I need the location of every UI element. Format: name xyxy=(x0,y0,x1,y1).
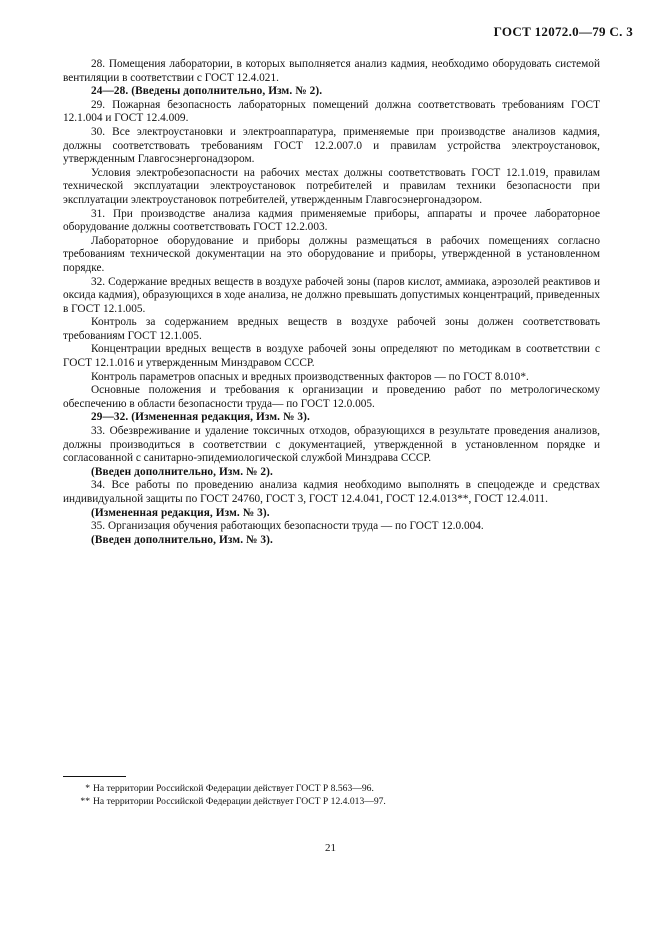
paragraph: Основные положения и требования к организации и проведению работ по метрологическому обеспечению в области безопасности труда— по ГОСТ 12.0.005. xyxy=(63,384,600,410)
footnote xyxy=(63,782,600,795)
paragraph: 28. Помещения лаборатории, в которых выполняется анализ кадмия, необходимо оборудовать системой вентиляции в соответствии с ГОСТ 12.4.021. xyxy=(63,58,600,84)
footnote-mark: ** xyxy=(80,796,90,807)
amendment-note: 29—32. (Измененная редакция, Изм. № 3). xyxy=(91,411,310,424)
paragraph: 33. Обезвреживание и удаление токсичных отходов, образующихся в результате проведения анализов, должны производиться в соответствии с документацией, утвержденной в установленном порядке и согласованной с санитарно-эпидемиологической службой Минздрава СССР. xyxy=(63,425,600,465)
footnote-text: На территории Российской Федерации действует ГОСТ Р 8.563—96. xyxy=(93,783,374,794)
footnote-divider xyxy=(63,776,126,777)
paragraph: 32. Содержание вредных веществ в воздухе рабочей зоны (паров кислот, аммиака, аэрозолей реактивов и оксида кадмия), образующихся в ходе анализа, не должно превышать допустимых концентраций, приведенных в ГОСТ 12.1.005. xyxy=(63,275,600,315)
paragraph: Лабораторное оборудование и приборы должны размещаться в рабочих помещениях согласно требованиям технической документации на это оборудование и приборы, утвержденной в установленном порядке. xyxy=(63,234,600,274)
footnote-mark: * xyxy=(85,783,90,794)
paragraph: 29. Пожарная безопасность лабораторных помещений должна соответствовать требованиям ГОСТ 12.1.004 и ГОСТ 12.4.009. xyxy=(63,98,600,125)
paragraph: Концентрации вредных веществ в воздухе рабочей зоны определяют по методикам в соответствии с ГОСТ 12.1.016 и утвержденным Минздравом СССР. xyxy=(63,343,600,370)
paragraph: 34. Все работы по проведению анализа кадмия необходимо выполнять в спецодежде и средствах индивидуальной защиты по ГОСТ 24760, ГОСТ 3, ГОСТ 12.4.041, ГОСТ 12.4.013**, ГОСТ 12.4.011. xyxy=(63,479,600,505)
amendment-note: 24—28. (Введены дополнительно, Изм. № 2). xyxy=(91,85,323,98)
footnote-text: На территории Российской Федерации действует ГОСТ Р 12.4.013—97. xyxy=(93,796,386,807)
footnotes xyxy=(63,782,600,808)
paragraph: 35. Организация обучения работающих безопасности труда — по ГОСТ 12.0.004. xyxy=(91,520,484,533)
page-header-title: ГОСТ 12072.0—79 С. 3 xyxy=(493,24,633,39)
paragraph: Контроль параметров опасных и вредных производственных факторов — по ГОСТ 8.010*. xyxy=(91,370,529,383)
page-number: 21 xyxy=(325,842,336,854)
amendment-note: (Измененная редакция, Изм. № 3). xyxy=(91,506,270,519)
footnote xyxy=(63,795,600,808)
amendment-note: (Введен дополнительно, Изм. № 3). xyxy=(91,533,273,546)
amendment-note: (Введен дополнительно, Изм. № 2). xyxy=(91,465,273,478)
paragraph: 30. Все электроустановки и электроаппаратура, применяемые при производстве анализов кадмия, должны соответствовать требованиям ГОСТ 12.2.007.0 и правилам устройства электроустановок, утвержденным Главгосэнергонадзором. xyxy=(63,125,600,166)
paragraph: Контроль за содержанием вредных веществ в воздухе рабочей зоны должен соответствовать требованиям ГОСТ 12.1.005. xyxy=(63,316,600,342)
paragraph: Условия электробезопасности на рабочих местах должны соответствовать ГОСТ 12.1.019, правилам технической эксплуатации электроустановок потребителей и правилам техники безопасности при эксплуатации электроустановок потребителей, утвержденным Главгосэнергонадзором. xyxy=(63,166,600,206)
document-body xyxy=(63,58,600,547)
paragraph: 31. При производстве анализа кадмия применяемые приборы, аппараты и прочее лабораторное оборудование должны соответствовать ГОСТ 12.2.003. xyxy=(63,207,600,234)
